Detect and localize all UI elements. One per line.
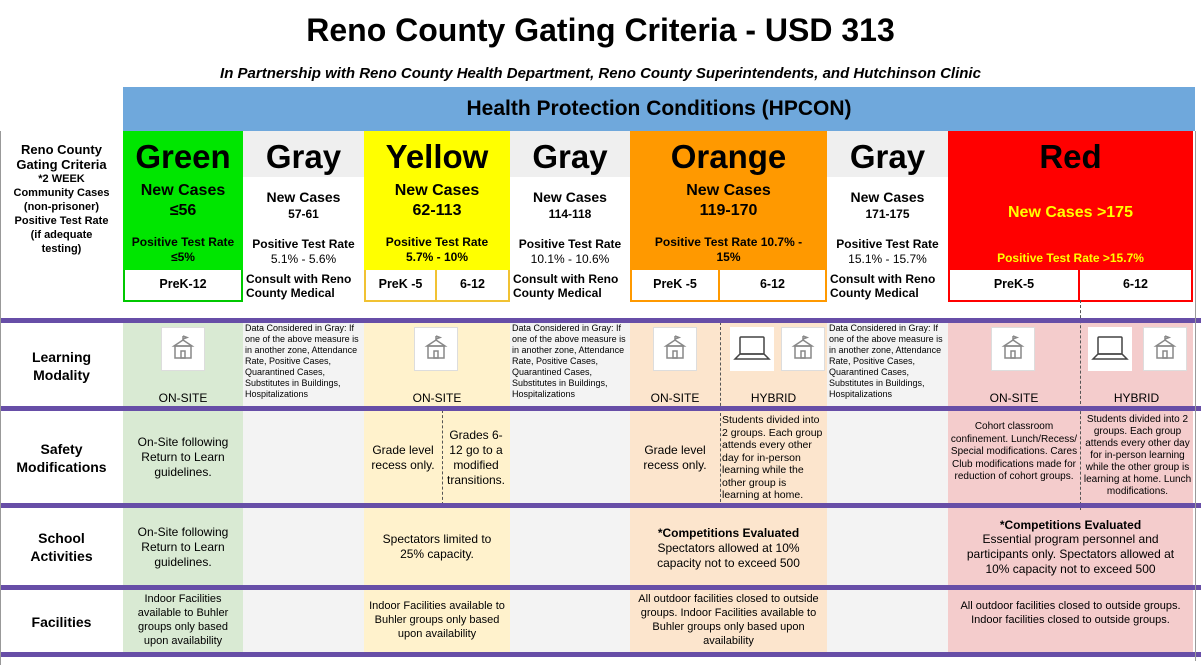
consult-line: Consult with Reno <box>830 272 936 286</box>
zone-cases: New Cases <box>394 182 480 199</box>
consult-gray-3 <box>827 272 948 300</box>
zone-rate-value: 5.1% - 5.6% <box>270 252 337 266</box>
grade-red-b: 6-12 <box>1080 270 1193 302</box>
facilities-yellow: Indoor Facilities available to Buhler groups only based upon availability <box>369 600 505 640</box>
row-separator <box>0 503 1201 508</box>
criteria-label-line: Gating Criteria <box>16 157 107 172</box>
row-label-safety <box>0 440 123 476</box>
zone-gray-1 <box>243 131 364 270</box>
school-building-icon <box>414 327 458 371</box>
zone-orange <box>630 131 827 270</box>
zone-cases: New Cases >175 <box>1008 204 1133 221</box>
activities-red-heading: *Competitions Evaluated <box>999 518 1142 532</box>
activities-orange: Spectators allowed at 10% capacity not to exceed 500 <box>657 541 800 570</box>
consult-line: Consult with Reno <box>246 272 352 286</box>
zone-cases-value: 114-118 <box>548 207 592 221</box>
activities-yellow: Spectators limited to 25% capacity. <box>382 532 492 561</box>
criteria-label-line: *2 WEEK <box>38 173 85 185</box>
school-building-icon <box>161 327 205 371</box>
zone-cases: New Cases <box>266 189 341 205</box>
row-label-learning <box>0 348 123 384</box>
row-label-line: Learning <box>31 349 92 365</box>
zone-name: Gray <box>849 138 926 175</box>
zone-cases-value: 62-113 <box>412 202 462 219</box>
modality-red-a: ON-SITE <box>989 391 1039 405</box>
consult-line: County Medical <box>246 286 335 300</box>
activities-red: Essential program personnel and participants only. Spectators allowed at 10% capacity not to exceed 500 <box>966 532 1175 576</box>
zone-cases-value: 171-175 <box>865 207 910 221</box>
safety-red-b: Students divided into 2 groups. Each group attends every other day for in-person learning while the other group is learning at home. Lunch modifications. <box>1083 414 1192 497</box>
zone-name: Green <box>135 138 231 175</box>
zone-rate: Positive Test Rate <box>131 235 235 249</box>
row-label-line: Safety <box>40 441 83 457</box>
criteria-label-line: Community Cases <box>13 187 110 199</box>
row-separator <box>0 652 1201 657</box>
zone-red <box>948 131 1193 270</box>
zone-cases: New Cases <box>140 182 226 199</box>
zone-cases-value: ≤56 <box>169 202 197 219</box>
zone-rate: Positive Test Rate <box>518 237 622 251</box>
consult-line: Consult with Reno <box>513 272 619 286</box>
school-building-icon <box>1143 327 1187 371</box>
zone-cases: New Cases <box>850 189 925 205</box>
modality-green: ON-SITE <box>158 391 208 405</box>
activities-orange-heading: *Competitions Evaluated <box>657 526 800 540</box>
modality-yellow: ON-SITE <box>412 391 462 405</box>
criteria-label-line: (non-prisoner) <box>23 201 100 213</box>
zone-green <box>123 131 243 270</box>
page-subtitle: In Partnership with Reno County Health Department, Reno County Superintendents, and Hutchinson Clinic <box>220 65 981 82</box>
zone-name: Gray <box>532 138 608 175</box>
row-label-line: Activities <box>30 548 93 564</box>
zone-rate: Positive Test Rate <box>252 237 355 251</box>
safety-orange-b: Students divided into 2 groups. Each group attends every other day for in-person learning while the other group is learning at home. <box>722 414 823 501</box>
safety-red-a: Cohort classroom confinement. Lunch/Recess/ Special modifications. Cares Club modifications made for reduction of cohort groups. <box>950 421 1078 482</box>
zone-name: Red <box>1039 138 1102 175</box>
school-building-icon <box>653 327 697 371</box>
facilities-orange: All outdoor facilities closed to outside groups. Indoor Facilities available to Buhler groups only based upon availability <box>638 593 819 647</box>
zone-gray-3 <box>827 131 948 270</box>
grade-orange-a: PreK -5 <box>630 270 720 302</box>
zone-rate-value: 5.7% - 10% <box>405 250 469 264</box>
zone-name: Orange <box>670 138 787 175</box>
school-building-icon <box>781 327 825 371</box>
criteria-label <box>0 142 123 256</box>
facilities-green: Indoor Facilities available to Buhler groups only based upon availability <box>137 593 229 647</box>
consult-line: County Medical <box>513 286 602 300</box>
grade-orange-b: 6-12 <box>720 270 827 302</box>
zone-name: Gray <box>265 138 342 175</box>
zone-rate: Positive Test Rate <box>836 237 939 251</box>
zone-cases-value: 119-170 <box>699 202 758 219</box>
modality-orange-b: HYBRID <box>750 391 797 405</box>
laptop-icon <box>1088 327 1132 371</box>
row-label-line: Modifications <box>16 459 107 475</box>
gray-note-1: Data Considered in Gray: If one of the above measure is in another zone, Attendance Rate, Positive Cases, Quarantined Cases, Substitutes in Buildings, Hospitalizations <box>245 323 359 399</box>
right-border <box>1195 131 1196 661</box>
zone-cases: New Cases <box>686 182 771 199</box>
modality-red-b: HYBRID <box>1113 391 1160 405</box>
zone-rate: Positive Test Rate <box>385 235 489 249</box>
safety-yellow-a: Grade level recess only. <box>371 443 435 472</box>
zone-rate-value: 15% <box>716 250 741 264</box>
modality-orange-a: ON-SITE <box>650 391 700 405</box>
grade-yellow-a: PreK -5 <box>364 270 437 302</box>
gray-note-3: Data Considered in Gray: If one of the above measure is in another zone, Attendance Rate, Positive Cases, Quarantined Cases, Substitutes in Buildings, Hospitalizations <box>829 323 943 399</box>
safety-yellow-b: Grades 6-12 go to a modified transitions. <box>446 428 506 487</box>
page-title: Reno County Gating Criteria - USD 313 <box>306 12 895 48</box>
consult-line: County Medical <box>830 286 919 300</box>
grade-red-a: PreK-5 <box>948 270 1080 302</box>
row-label-activities <box>0 529 123 565</box>
activities-green: On-Site following Return to Learn guidelines. <box>137 525 229 569</box>
divider <box>442 410 443 505</box>
zone-cases: New Cases <box>533 189 607 205</box>
zone-rate-value: 15.1% - 15.7% <box>848 252 927 266</box>
gray-note-2: Data Considered in Gray: If one of the above measure is in another zone, Attendance Rate, Positive Cases, Quarantined Cases, Substitutes in Buildings, Hospitalizations <box>512 323 626 399</box>
criteria-label-line: Reno County <box>21 142 102 157</box>
zone-rate-value: ≤5% <box>171 250 195 264</box>
left-border <box>0 131 1 665</box>
safety-green: On-Site following Return to Learn guidelines. <box>137 435 229 479</box>
criteria-label-line: (if adequate <box>30 229 93 241</box>
laptop-icon <box>730 327 774 371</box>
zone-yellow <box>364 131 510 270</box>
criteria-label-line: testing) <box>41 243 82 255</box>
divider <box>720 322 721 507</box>
zone-name: Yellow <box>385 138 489 175</box>
row-separator <box>0 406 1201 411</box>
grade-yellow-b: 6-12 <box>437 270 510 302</box>
school-building-icon <box>991 327 1035 371</box>
safety-orange-a: Grade level recess only. <box>643 443 707 472</box>
zone-rate: Positive Test Rate 10.7% - <box>654 235 803 249</box>
row-label-line: Facilities <box>31 614 92 630</box>
facilities-red: All outdoor facilities closed to outside groups. Indoor facilities closed to outside groups. <box>960 600 1181 626</box>
consult-gray-2 <box>510 272 630 300</box>
zone-rate-value: 10.1% - 10.6% <box>530 252 610 266</box>
consult-gray-1 <box>243 272 364 300</box>
criteria-label-line: Positive Test Rate <box>14 215 109 227</box>
row-label-line: Modality <box>33 367 90 383</box>
hpcon-band: Health Protection Conditions (HPCON) <box>123 87 1195 131</box>
zone-cases-value: 57-61 <box>288 207 319 221</box>
zone-gray-2 <box>510 131 630 270</box>
grade-green: PreK-12 <box>123 270 243 302</box>
divider <box>1080 300 1081 510</box>
row-label-line: School <box>38 530 85 546</box>
row-separator <box>0 585 1201 590</box>
zone-rate: Positive Test Rate >15.7% <box>997 251 1144 265</box>
row-label-facilities <box>0 613 123 631</box>
